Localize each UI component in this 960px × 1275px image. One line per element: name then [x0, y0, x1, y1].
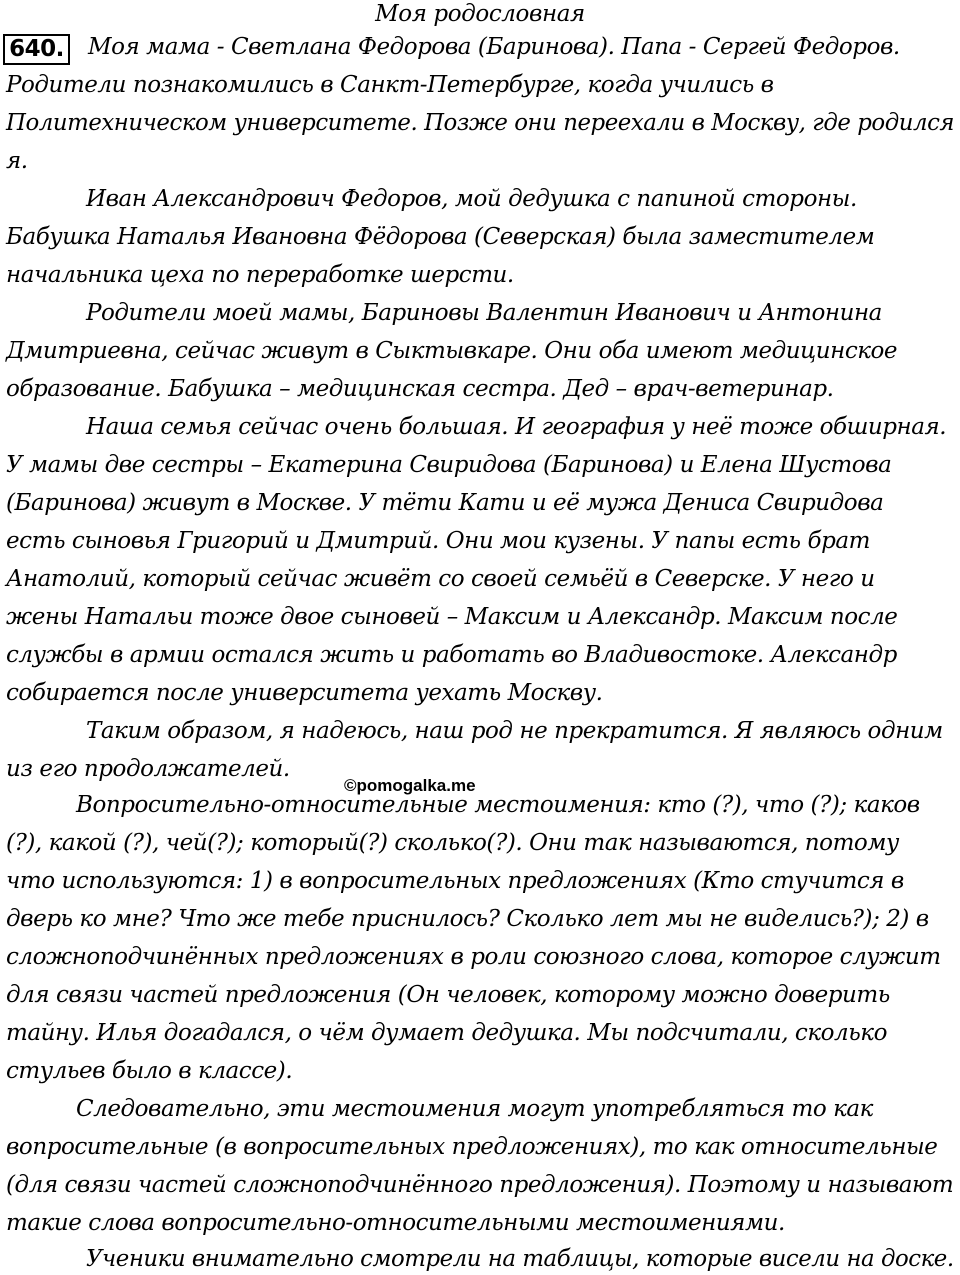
text-line: Дмитриевна, сейчас живут в Сыктывкаре. Они оба имеют медицинское [6, 338, 898, 364]
text-line: Вопросительно-относительные местоимения: кто (?), что (?); каков [76, 792, 920, 818]
text-line: Анатолий, который сейчас живёт со своей семьёй в Северске. У него и [6, 566, 875, 592]
text-line: (?), какой (?), чей(?); который(?) сколько(?). Они так называются, потому [6, 830, 899, 856]
text-line: стульев было в классе). [6, 1058, 293, 1084]
text-line: Бабушка Наталья Ивановна Фёдорова (Северская) была заместителем [6, 224, 875, 250]
text-line: (для связи частей сложноподчинённого предложения). Поэтому и называют [6, 1172, 954, 1198]
text-line: что используются: 1) в вопросительных предложениях (Кто стучится в [6, 868, 904, 894]
text-line: Иван Александрович Федоров, мой дедушка с папиной стороны. [86, 186, 857, 212]
text-line: службы в армии остался жить и работать во Владивостоке. Александр [6, 642, 897, 668]
text-line: Родители моей мамы, Бариновы Валентин Иванович и Антонина [86, 300, 882, 326]
text-line: Родители познакомились в Санкт-Петербурге, когда учились в [6, 72, 774, 98]
text-line: для связи частей предложения (Он человек, которому можно доверить [6, 982, 890, 1008]
text-line: вопросительные (в вопросительных предложениях), то как относительные [6, 1134, 938, 1160]
text-line: образование. Бабушка – медицинская сестра. Дед – врач-ветеринар. [6, 376, 834, 402]
text-line: Политехническом университете. Позже они переехали в Москву, где родился [6, 110, 955, 136]
text-line: Наша семья сейчас очень большая. И география у неё тоже обширная. [86, 414, 947, 440]
text-line: такие слова вопросительно-относительными местоимениями. [6, 1210, 785, 1236]
text-line: Следовательно, эти местоимения могут употребляться то как [76, 1096, 873, 1122]
text-line: начальника цеха по переработке шерсти. [6, 262, 514, 288]
text-line: дверь ко мне? Что же тебе приснилось? Сколько лет мы не виделись?); 2) в [6, 906, 929, 932]
text-line: собирается после университета уехать Москву. [6, 680, 603, 706]
text-line: из его продолжателей. [6, 756, 290, 782]
text-line: Таким образом, я надеюсь, наш род не прекратится. Я являюсь одним [86, 718, 943, 744]
text-line: Ученики внимательно смотрели на таблицы, которые висели на доске. [86, 1246, 954, 1272]
text-line: (Баринова) живут в Москве. У тёти Кати и её мужа Дениса Свиридова [6, 490, 884, 516]
text-line: тайну. Илья догадался, о чём думает дедушка. Мы подсчитали, сколько [6, 1020, 887, 1046]
text-line: я. [6, 148, 28, 174]
text-line: жены Натальи тоже двое сыновей – Максим и Александр. Максим после [6, 604, 898, 630]
watermark: ©pomogalka.me [344, 776, 476, 795]
text-line: У мамы две сестры – Екатерина Свиридова (Баринова) и Елена Шустова [6, 452, 892, 478]
task-number-box: 640. [3, 34, 70, 65]
page-title: Моя родословная [375, 1, 585, 27]
text-line: есть сыновья Григорий и Дмитрий. Они мои кузены. У папы есть брат [6, 528, 870, 554]
text-line: сложноподчинённых предложениях в роли союзного слова, которое служит [6, 944, 941, 970]
text-line: Моя мама - Светлана Федорова (Баринова). Папа - Сергей Федоров. [88, 34, 900, 60]
